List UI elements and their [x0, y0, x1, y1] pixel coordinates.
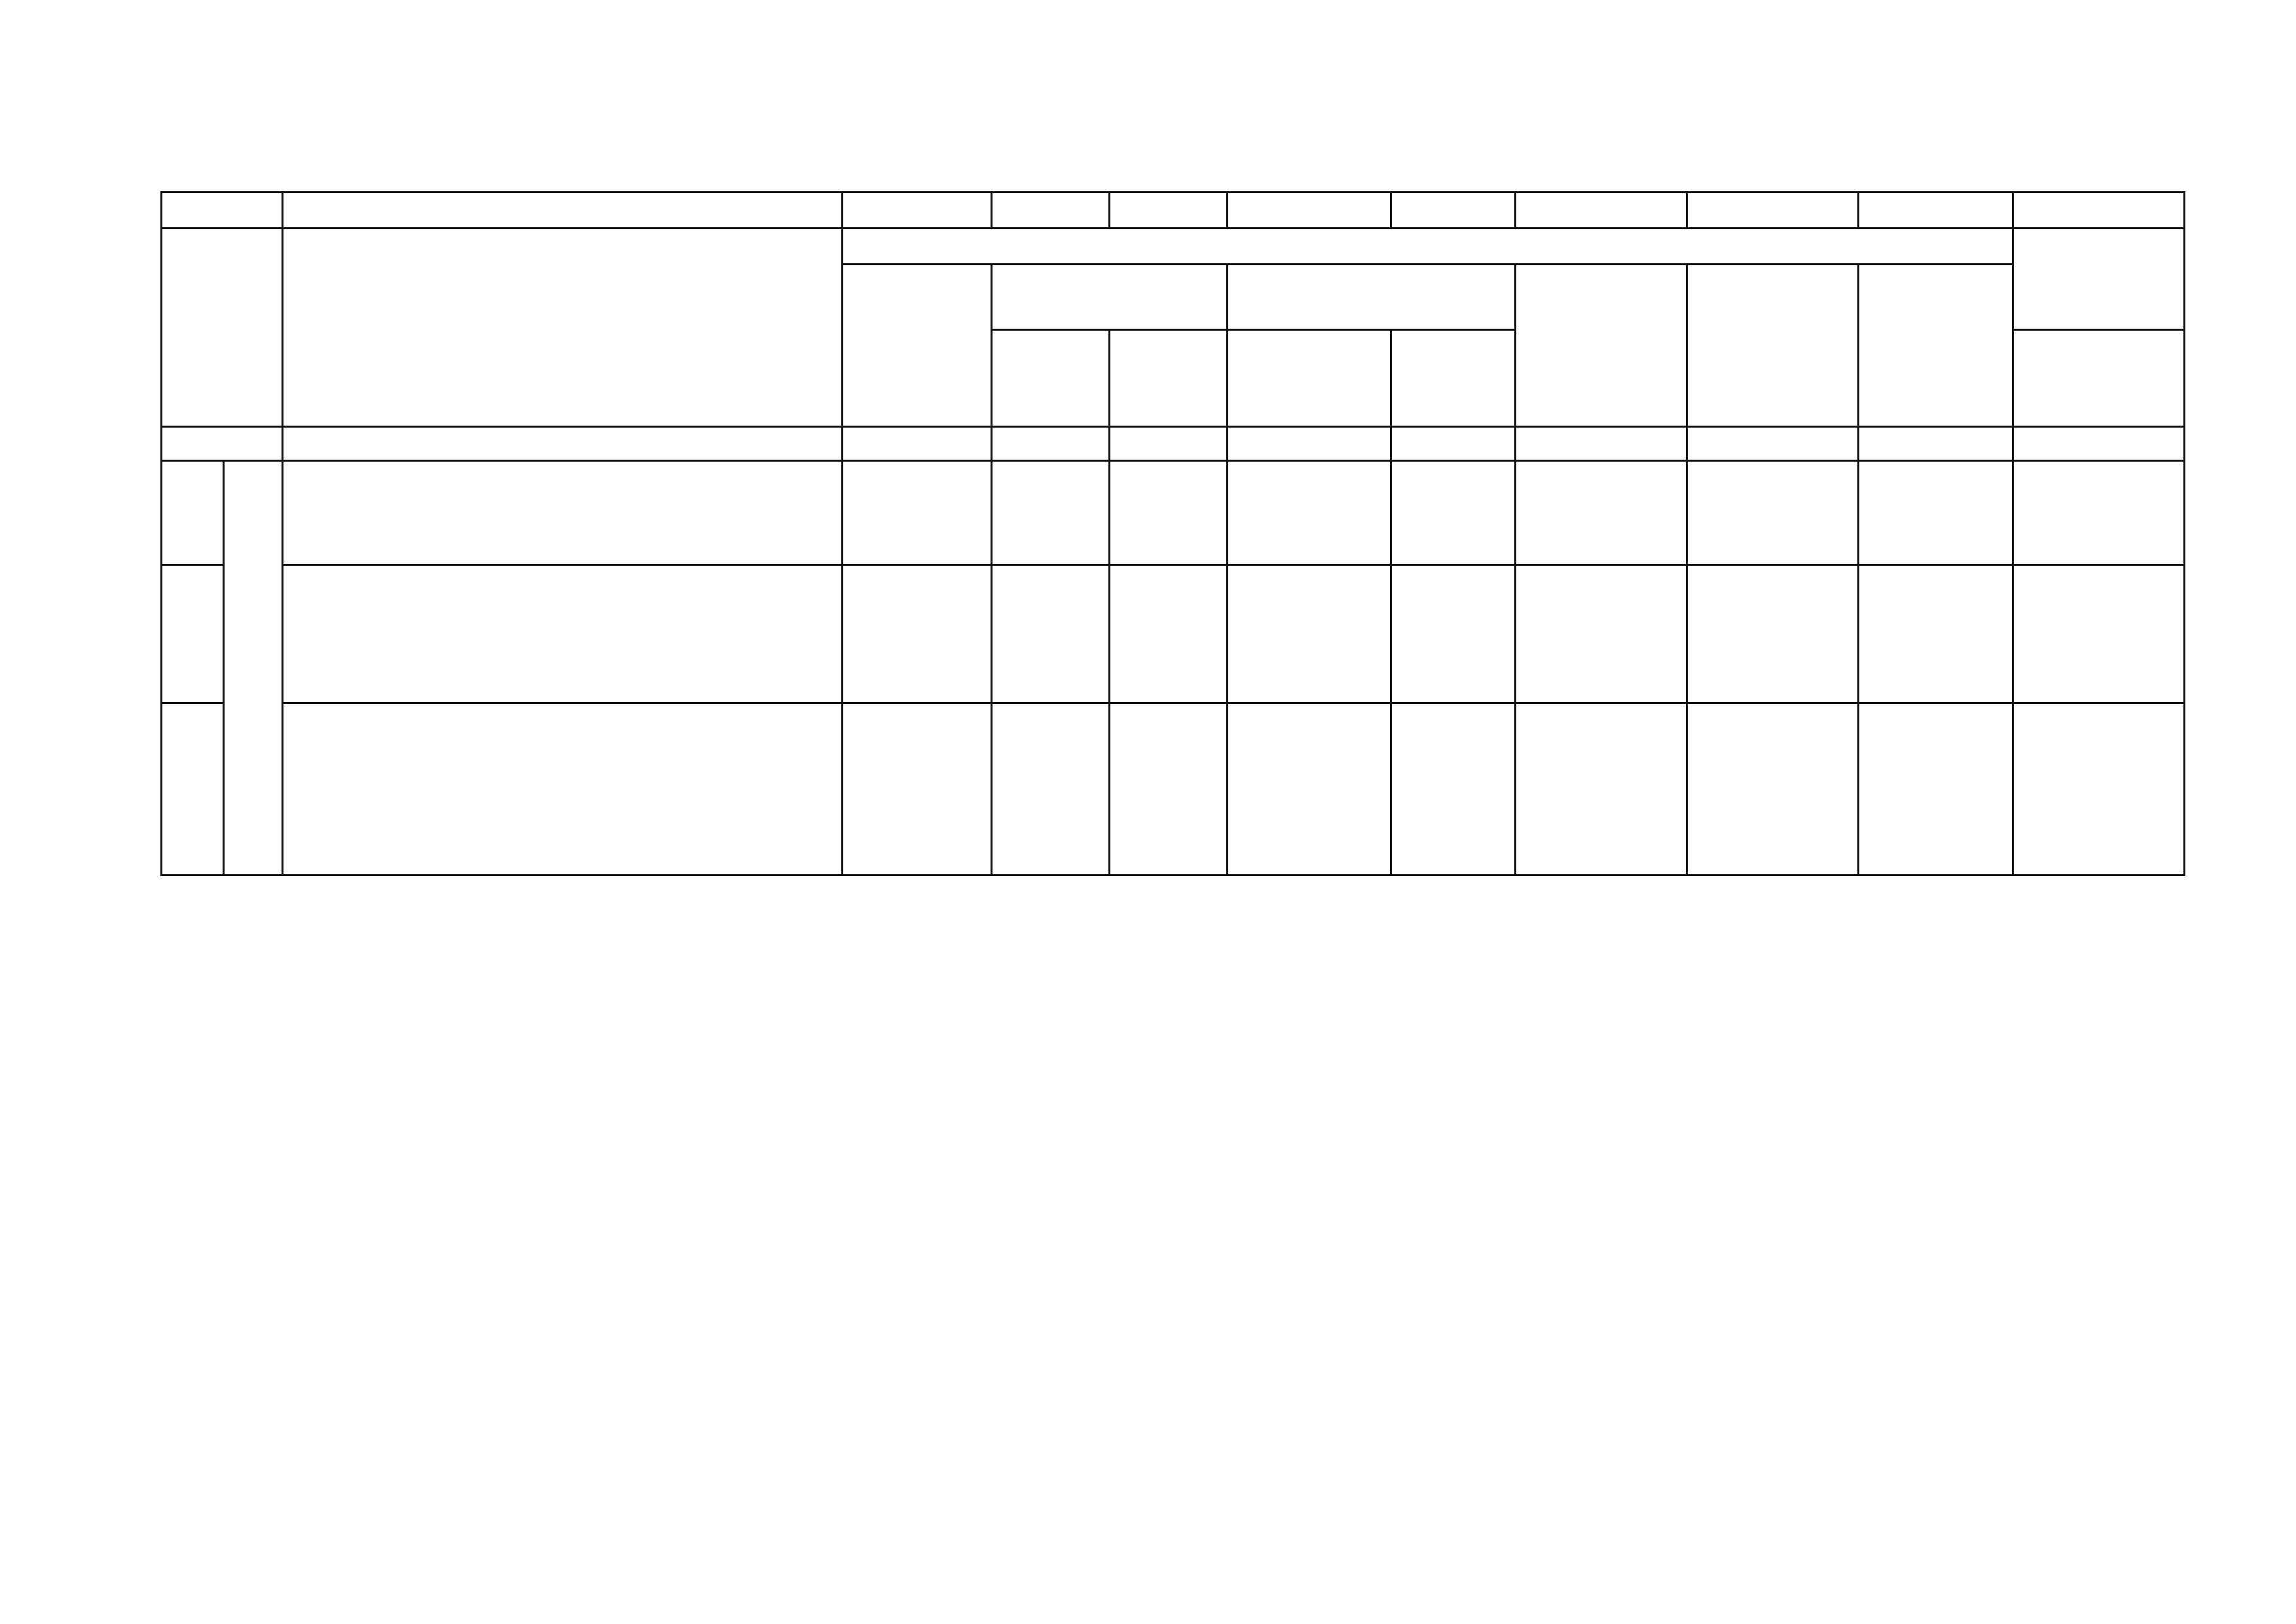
- value-cell-line: [1863, 738, 2008, 772]
- value-cell-line: [1863, 772, 2008, 806]
- value-cell-line: [1232, 738, 1386, 772]
- value-cell: [2013, 461, 2185, 565]
- value-cell-line: [1232, 462, 1386, 496]
- value-cell-line: [1520, 617, 1682, 651]
- value-cell: [1859, 427, 2013, 461]
- value-cell-line: [996, 583, 1104, 617]
- value-cell-line: [996, 738, 1104, 772]
- value-cell: [1687, 565, 1859, 703]
- value-cell-line: [996, 617, 1104, 651]
- value-cell-line: [1396, 651, 1510, 685]
- value-cell-line: [1520, 496, 1682, 530]
- value-cell-line: [1692, 840, 1853, 874]
- header-karelia: [843, 265, 992, 427]
- indicator-cell-line: [298, 668, 837, 702]
- value-cell-line: [1692, 704, 1853, 738]
- value-cell-line: [996, 496, 1104, 530]
- vertical-label-cell: [224, 461, 283, 876]
- value-cell-line: [1232, 704, 1386, 738]
- value-cell-line: [1232, 496, 1386, 530]
- value-cell-line: [1232, 530, 1386, 564]
- value-cell: [992, 427, 1110, 461]
- value-cell-line: [1863, 704, 2008, 738]
- header-arkh: [992, 265, 1228, 330]
- value-cell: [1110, 703, 1228, 876]
- value-cell-line: [2018, 738, 2179, 772]
- header-komi-sev: [1228, 330, 1391, 427]
- value-cell-line: [1114, 840, 1222, 874]
- value-cell-line: [847, 617, 987, 651]
- header-krasn: [1687, 265, 1859, 427]
- indicator-cell: [283, 427, 843, 461]
- indicator-cell-line: [298, 530, 837, 564]
- value-cell: [1516, 193, 1687, 229]
- value-cell-line: [1114, 738, 1222, 772]
- table-row: [162, 461, 2185, 565]
- header-group-volkhov: [2013, 229, 2185, 330]
- value-cell-line: [847, 651, 987, 685]
- table-row: [162, 427, 2185, 461]
- value-cell-line: [2018, 530, 2179, 564]
- value-cell-line: [1396, 738, 1510, 772]
- value-cell-line: [1232, 840, 1386, 874]
- value-cell: [1391, 565, 1516, 703]
- value-cell-line: [1863, 806, 2008, 840]
- value-cell-line: [1396, 617, 1510, 651]
- value-cell-line: [2018, 772, 2179, 806]
- indicator-cell: [283, 565, 843, 703]
- value-cell-line: [1232, 651, 1386, 685]
- header-lenin: [2013, 330, 2185, 427]
- value-cell-line: [2018, 704, 2179, 738]
- value-cell: [1687, 193, 1859, 229]
- value-cell-line: [847, 806, 987, 840]
- value-cell-line: [847, 840, 987, 874]
- value-cell-line: [1396, 806, 1510, 840]
- header-arkh-pech: [1110, 330, 1228, 427]
- value-cell-line: [1863, 651, 2008, 685]
- value-cell-line: [1114, 704, 1222, 738]
- indicator-cell-line: [298, 600, 837, 634]
- value-cell: [843, 427, 992, 461]
- value-cell: [992, 461, 1110, 565]
- value-cell: [1391, 427, 1516, 461]
- value-cell-line: [2018, 462, 2179, 496]
- value-cell: [2013, 193, 2185, 229]
- value-cell-line: [1520, 840, 1682, 874]
- header-komi: [1228, 265, 1516, 330]
- indicator-cell-line: [298, 496, 837, 530]
- value-cell-line: [1114, 651, 1222, 685]
- value-cell-line: [1114, 583, 1222, 617]
- value-cell-line: [847, 704, 987, 738]
- value-cell: [1516, 461, 1687, 565]
- indicator-cell-line: [298, 806, 837, 840]
- value-cell: [1228, 703, 1391, 876]
- value-cell-line: [1692, 806, 1853, 840]
- value-cell: [1516, 427, 1687, 461]
- value-cell-line: [1396, 462, 1510, 496]
- header-row: [162, 229, 2185, 265]
- num-cell: [162, 703, 224, 876]
- value-cell-line: [1520, 530, 1682, 564]
- indicator-cell-line: [298, 840, 837, 874]
- value-cell-line: [1692, 617, 1853, 651]
- value-cell: [1391, 461, 1516, 565]
- value-cell-line: [1232, 772, 1386, 806]
- value-cell-line: [847, 530, 987, 564]
- value-cell-line: [1396, 704, 1510, 738]
- indicator-cell-line: [298, 462, 837, 496]
- value-cell-line: [847, 772, 987, 806]
- value-cell: [1110, 193, 1228, 229]
- header-indicators: [283, 229, 843, 427]
- value-cell: [1110, 427, 1228, 461]
- header-komi-pech: [1391, 330, 1516, 427]
- value-cell-line: [1692, 738, 1853, 772]
- value-cell-line: [1520, 462, 1682, 496]
- value-cell: [2013, 427, 2185, 461]
- value-cell: [1228, 565, 1391, 703]
- value-cell: [1859, 703, 2013, 876]
- value-cell-line: [2018, 840, 2179, 874]
- value-cell: [1110, 461, 1228, 565]
- value-cell-line: [1520, 806, 1682, 840]
- value-cell: [1687, 427, 1859, 461]
- value-cell-line: [1863, 617, 2008, 651]
- value-cell-line: [996, 530, 1104, 564]
- value-cell-line: [1232, 617, 1386, 651]
- table-row: [162, 703, 2185, 876]
- value-cell: [843, 565, 992, 703]
- num-cell: [162, 461, 224, 565]
- data-table: [160, 191, 2185, 876]
- value-cell: [1391, 193, 1516, 229]
- value-cell: [992, 193, 1110, 229]
- table-row: [162, 193, 2185, 229]
- value-cell-line: [1396, 772, 1510, 806]
- value-cell-line: [1863, 496, 2008, 530]
- indicator-cell: [283, 193, 843, 229]
- value-cell: [1516, 703, 1687, 876]
- value-cell-line: [996, 772, 1104, 806]
- indicator-cell-line: [298, 634, 837, 668]
- header-arkh-sev: [992, 330, 1110, 427]
- table-row: [162, 565, 2185, 703]
- value-cell: [843, 703, 992, 876]
- header-kalin: [1859, 265, 2013, 427]
- value-cell-line: [1396, 840, 1510, 874]
- value-cell-line: [1396, 583, 1510, 617]
- value-cell: [1391, 703, 1516, 876]
- value-cell: [1228, 427, 1391, 461]
- value-cell: [992, 703, 1110, 876]
- value-cell: [1687, 461, 1859, 565]
- value-cell-line: [847, 583, 987, 617]
- value-cell-line: [1520, 738, 1682, 772]
- value-cell-line: [847, 462, 987, 496]
- value-cell-line: [996, 462, 1104, 496]
- indicator-cell: [283, 703, 843, 876]
- header-num: [162, 229, 283, 427]
- value-cell-line: [1692, 462, 1853, 496]
- value-cell: [843, 461, 992, 565]
- value-cell-line: [2018, 617, 2179, 651]
- value-cell-line: [1520, 651, 1682, 685]
- value-cell: [2013, 703, 2185, 876]
- value-cell-line: [2018, 583, 2179, 617]
- value-cell: [1687, 703, 1859, 876]
- header-sverd: [1516, 265, 1687, 427]
- value-cell-line: [1863, 583, 2008, 617]
- value-cell-line: [1863, 840, 2008, 874]
- indicator-cell-line: [298, 772, 837, 806]
- indicator-cell-line: [298, 738, 837, 772]
- value-cell: [1859, 565, 2013, 703]
- value-cell-line: [1114, 617, 1222, 651]
- value-cell-line: [1692, 772, 1853, 806]
- value-cell-line: [2018, 651, 2179, 685]
- value-cell-line: [996, 704, 1104, 738]
- value-cell-line: [1692, 530, 1853, 564]
- value-cell: [992, 565, 1110, 703]
- num-cell: [162, 565, 224, 703]
- value-cell-line: [1520, 772, 1682, 806]
- num-cell: [162, 427, 283, 461]
- indicator-cell-line: [298, 566, 837, 600]
- value-cell-line: [2018, 496, 2179, 530]
- value-cell-line: [1114, 772, 1222, 806]
- value-cell: [1859, 461, 2013, 565]
- header-group-sig: [843, 229, 2013, 265]
- value-cell-line: [1396, 496, 1510, 530]
- value-cell: [1110, 565, 1228, 703]
- value-cell: [2013, 565, 2185, 703]
- value-cell: [1228, 461, 1391, 565]
- indicator-cell: [283, 461, 843, 565]
- value-cell: [843, 193, 992, 229]
- value-cell-line: [1232, 806, 1386, 840]
- value-cell-line: [1114, 462, 1222, 496]
- value-cell-line: [1114, 530, 1222, 564]
- document-sheet: [160, 191, 2183, 876]
- value-cell-line: [996, 840, 1104, 874]
- value-cell-line: [1692, 651, 1853, 685]
- value-cell-line: [847, 738, 987, 772]
- value-cell-line: [996, 806, 1104, 840]
- value-cell-line: [1396, 530, 1510, 564]
- value-cell-line: [1114, 806, 1222, 840]
- value-cell-line: [1232, 583, 1386, 617]
- value-cell: [1228, 193, 1391, 229]
- num-cell: [162, 193, 283, 229]
- value-cell: [1516, 565, 1687, 703]
- value-cell-line: [1863, 530, 2008, 564]
- value-cell-line: [1114, 496, 1222, 530]
- value-cell-line: [2018, 806, 2179, 840]
- value-cell: [1859, 193, 2013, 229]
- indicator-cell-line: [298, 704, 837, 738]
- value-cell-line: [1692, 496, 1853, 530]
- value-cell-line: [1863, 462, 2008, 496]
- value-cell-line: [847, 496, 987, 530]
- value-cell-line: [1520, 583, 1682, 617]
- value-cell-line: [1520, 704, 1682, 738]
- value-cell-line: [1692, 583, 1853, 617]
- value-cell-line: [996, 651, 1104, 685]
